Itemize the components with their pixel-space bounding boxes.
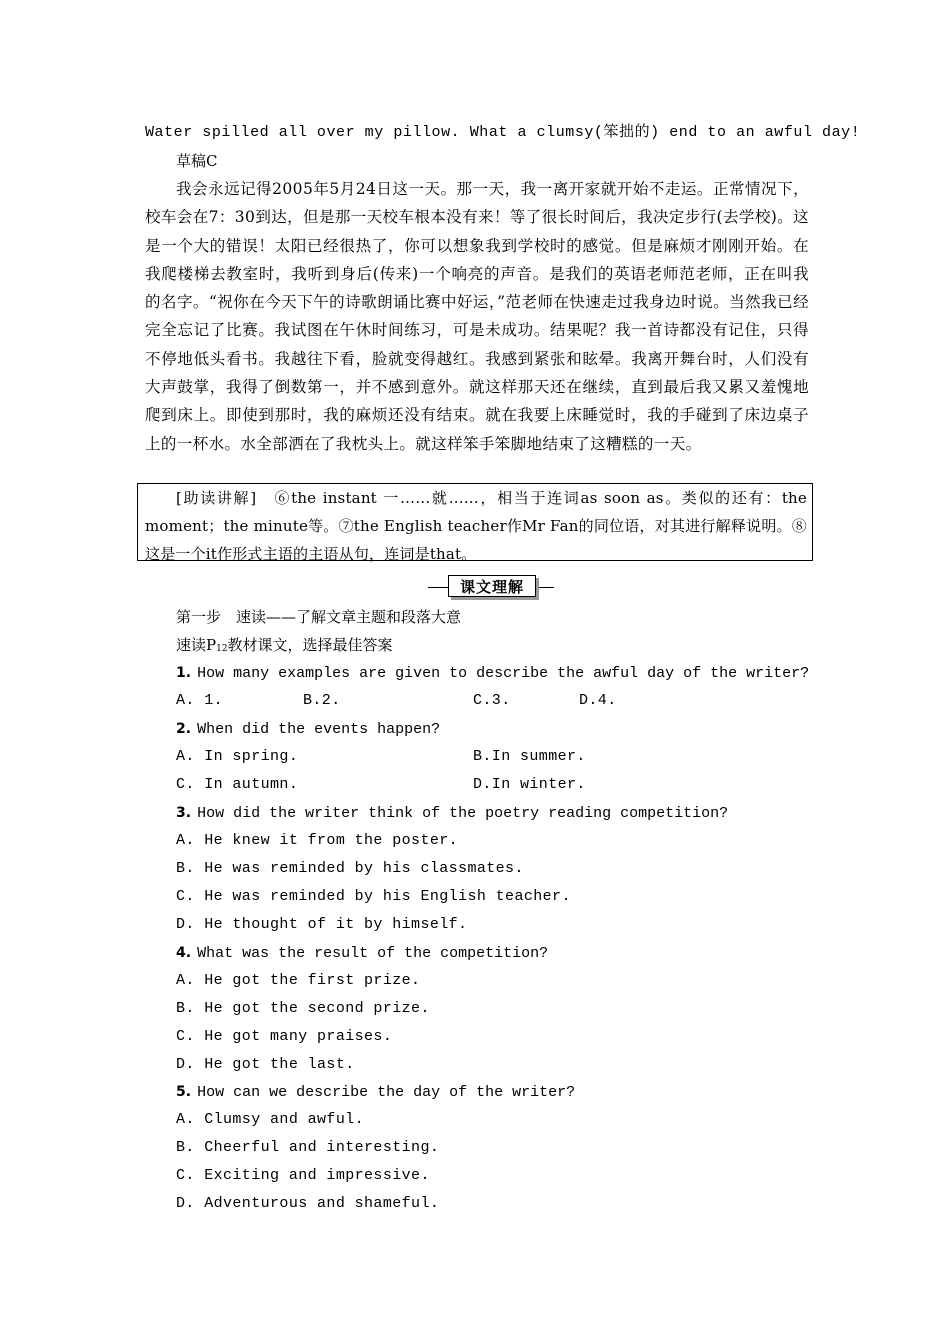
- q5-option-d: D. Adventurous and shameful.: [176, 1195, 440, 1212]
- q2-option-c: C. In autumn.: [176, 776, 299, 793]
- q4-option-c: C. He got many praises.: [176, 1028, 393, 1045]
- question-number: 2.: [176, 721, 192, 737]
- tip-part-1: ⑥the instant 一……就……，相当于连词as soon as。类似的还有：the moment；the minute等。: [145, 489, 807, 535]
- tip-part-2: ⑦the English teacher作Mr Fan的同位语，对其进行解释说明。: [338, 517, 792, 535]
- step-title: 第一步 速读——了解文章主题和段落大意: [176, 608, 462, 626]
- question-number: 3.: [176, 805, 192, 821]
- question-2: [176, 715, 440, 744]
- section-banner: [428, 574, 554, 598]
- q5-option-c: C. Exciting and impressive.: [176, 1167, 430, 1184]
- top-line: Water spilled all over my pillow. What a clumsy(笨拙的) end to an awful day!: [145, 124, 861, 141]
- q1-option-b: B.2.: [303, 692, 341, 709]
- draft-label: 草稿C: [176, 152, 218, 170]
- tip-part-3: ⑧这是一个it作形式主语的主语从句，连词是that。: [145, 517, 807, 563]
- q1-option-c: C.3.: [473, 692, 511, 709]
- instruction-prefix: 速读P: [176, 636, 217, 654]
- question-text: How can we describe the day of the writer?: [197, 1084, 576, 1101]
- question-text: How many examples are given to describe the awful day of the writer?: [197, 665, 810, 682]
- chinese-translation-paragraph: 我会永远记得2005年5月24日这一天。那一天，我一离开家就开始不走运。正常情况下，校车会在7：30到达，但是那一天校车根本没有来！等了很长时间后，我决定步行(去学校)。这是一个大的错误！太阳已经很热了，你可以想象我到学校时的感觉。但是麻烦才刚刚开始。在我爬楼梯去教室时，我听到身后(传来)一个响亮的声音。是我们的英语老师范老师，正在叫我的名字。“祝你在今天下午的诗歌朗诵比赛中好运，”范老师在快速走过我身边时说。当然我已经完全忘记了比赛。我试图在午休时间练习，可是未成功。结果呢？我一首诗都没有记住，只得不停地低头看书。我越往下看，脸就变得越红。我感到紧张和眩晕。我离开舞台时，人们没有大声鼓掌，我得了倒数第一，并不感到意外。就这样那天还在继续，直到最后我又累又羞愧地爬到床上。即使到那时，我的麻烦还没有结束。就在我要上床睡觉时，我的手碰到了床边桌子上的一杯水。水全部洒在了我枕头上。就这样笨手笨脚地结束了这糟糕的一天。: [145, 180, 809, 453]
- question-number: 4.: [176, 945, 192, 961]
- q3-option-a: A. He knew it from the poster.: [176, 832, 459, 849]
- instruction-page-number: 12: [216, 644, 228, 654]
- question-number: 1.: [176, 665, 192, 681]
- q3-option-b: B. He was reminded by his classmates.: [176, 860, 524, 877]
- q3-option-c: C. He was reminded by his English teacher.: [176, 888, 571, 905]
- q2-option-a: A. In spring.: [176, 748, 299, 765]
- question-text: When did the events happen?: [197, 721, 441, 738]
- question-3: [176, 799, 728, 828]
- q1-option-a: A. 1.: [176, 692, 224, 709]
- question-number: 5.: [176, 1084, 192, 1100]
- banner-rule-left: [428, 587, 450, 588]
- reading-tip-box: [137, 483, 813, 561]
- question-4: [176, 939, 548, 968]
- q2-option-d: D.In winter.: [473, 776, 586, 793]
- q1-option-d: D.4.: [579, 692, 617, 709]
- q4-option-b: B. He got the second prize.: [176, 1000, 430, 1017]
- q3-option-d: D. He thought of it by himself.: [176, 916, 468, 933]
- q5-option-b: B. Cheerful and interesting.: [176, 1139, 440, 1156]
- reading-tip-text: [145, 484, 807, 568]
- tip-label: [助读讲解]: [176, 489, 257, 507]
- question-1: [176, 659, 809, 688]
- q4-option-a: A. He got the first prize.: [176, 972, 421, 989]
- q5-option-a: A. Clumsy and awful.: [176, 1111, 365, 1128]
- question-text: How did the writer think of the poetry reading competition?: [197, 805, 729, 822]
- question-5: [176, 1078, 575, 1107]
- q2-option-b: B.In summer.: [473, 748, 586, 765]
- instruction-suffix: 教材课文，选择最佳答案: [227, 636, 393, 654]
- q4-option-d: D. He got the last.: [176, 1056, 355, 1073]
- question-text: What was the result of the competition?: [197, 945, 549, 962]
- section-title: 课文理解: [448, 575, 536, 597]
